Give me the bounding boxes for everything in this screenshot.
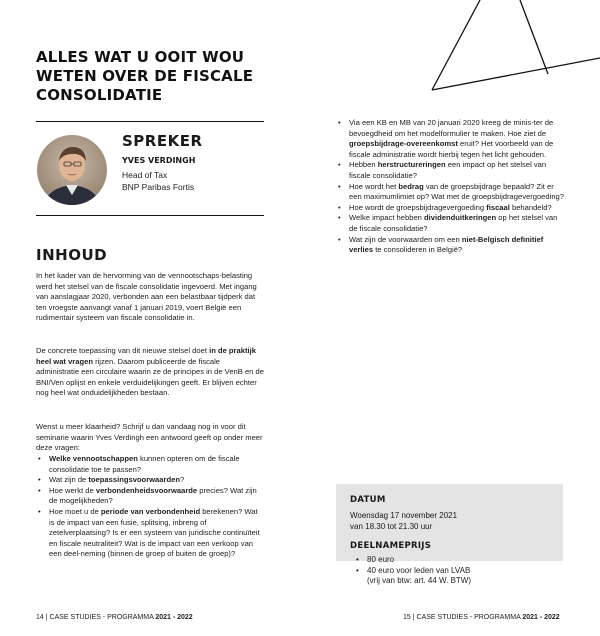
divider: [36, 215, 264, 216]
list-item: • 80 euro: [354, 555, 554, 566]
text-run: een impact op het stelsel van fiscale consolidatie?: [349, 160, 547, 180]
speaker-heading: SPREKER: [122, 132, 203, 150]
text-run-bold: dividenduitkeringen: [424, 213, 497, 223]
page-number: 14: [36, 614, 44, 621]
list-item: [336, 182, 566, 203]
text-run-bold: toepassingsvoorwaarden: [88, 475, 180, 485]
text-run-bold: groepsbijdrage-overeenkomst: [349, 139, 458, 149]
inhoud-paragraph-3: Wenst u meer klaarheid? Schrijf u dan vandaag nog in voor dit seminarie waarin Yves Verdingh een antwoord geeft op onder meer deze vragen:: [36, 422, 263, 453]
speaker-name: YVES VERDINGH: [122, 156, 196, 165]
question-list-right: [336, 118, 566, 256]
text-run-bold: herstructureringen: [377, 160, 446, 170]
text-run: Hoe werkt de: [49, 485, 96, 495]
prijs-heading: DEELNAMEPRIJS: [350, 541, 432, 551]
speaker-role: Head of Tax: [122, 170, 168, 180]
text-run: van de groepsbijdrage bepaald? Zit er een maximumlimiet op? Wat met de groepsbijdragevergoeding?: [349, 181, 564, 202]
footer-years: 2021 - 2022: [522, 614, 560, 621]
text-run-bold: in de praktijk heel wat vragen: [36, 346, 256, 366]
price-list: [354, 555, 554, 576]
inhoud-paragraph-2: [36, 346, 264, 399]
datum-date: Woensdag 17 november 2021: [350, 511, 458, 520]
question-list-left: [36, 454, 264, 560]
text-run: te consolideren in België?: [373, 245, 463, 255]
footer-right: 15 | CASE STUDIES - PROGRAMMA 2021 - 2022: [403, 614, 560, 621]
text-run: Hoe moet u de: [49, 506, 101, 516]
footer-label: CASE STUDIES - PROGRAMMA: [49, 614, 154, 621]
inhoud-paragraph-1: In het kader van de hervorming van de vennootschaps-belasting werd het stelsel van de fiscale consolidatie ingevoerd. Met ingang van aanslagjaar 2020, verbonden aan een belastbaar tijdperk dat ten vroegste aanvangt vanaf 1 januari 2019, voert België een rudimentair systeem van fiscale consolidatie in.: [36, 271, 257, 323]
list-item: [36, 486, 264, 507]
decorative-triangle: [420, 0, 600, 100]
list-item: • 40 euro voor leden van LVAB: [354, 566, 554, 577]
text-run-bold: bedrag: [398, 181, 424, 191]
list-item: [36, 507, 264, 560]
datum-heading: DATUM: [350, 495, 386, 505]
footer-left: 14 | CASE STUDIES - PROGRAMMA 2021 - 2022: [36, 614, 193, 621]
list-item: [36, 475, 264, 486]
footer-years: 2021 - 2022: [155, 614, 193, 621]
footer-label: CASE STUDIES - PROGRAMMA: [416, 614, 521, 621]
text-run: Via een KB en MB van 20 januari 2020 kreeg de minis-ter de bevoegdheid om het modelformulier te maken. Hoe ziet de: [349, 118, 554, 138]
text-run: kunnen opteren om de fiscale consolidatie toe te passen?: [49, 454, 240, 474]
text-run: Hoe wordt de groepsbijdragevergoeding: [349, 202, 487, 212]
page-title: ALLES WAT U OOIT WOU WETEN OVER DE FISCALE CONSOLIDATIE: [36, 48, 254, 104]
inhoud-heading: INHOUD: [36, 246, 108, 264]
text-run: precies? Wat zijn de mogelijkheden?: [49, 485, 257, 506]
price-note: (vrij van btw: art. 44 W. BTW): [367, 576, 472, 585]
text-run-bold: verbondenheidsvoorwaarde: [95, 485, 198, 495]
list-item: [336, 213, 566, 234]
list-item: [336, 235, 566, 256]
text-run-bold: periode van verbondenheid: [100, 506, 201, 516]
divider: [36, 121, 264, 122]
text-run-bold: fiscaal: [486, 202, 510, 212]
text-run-bold: niet-Belgisch definitief verlies: [349, 234, 544, 255]
text-run: rijzen. Daarom publiceerde de fiscale administratie een circulaire waarin ze de principes in de VenB en de BNI/Ven oplijst en enkele verduidelijkingen geeft. Er blijven echter nog heel wat onduidelijkheden bestaan.: [36, 356, 264, 398]
text-run: Hebben: [349, 160, 378, 170]
text-run: op het stelsel van de fiscale consolidatie?: [349, 213, 558, 233]
list-item: [336, 118, 566, 160]
text-run: eruit? Het voorbeeld van de fiscale administratie wordt hierbij tegen het licht gehouden.: [349, 139, 554, 159]
text-run: ?: [179, 475, 185, 485]
list-item: [336, 160, 566, 181]
page-number: 15: [403, 614, 411, 621]
text-run-bold: Welke vennootschappen: [49, 454, 138, 463]
speaker-company: BNP Paribas Fortis: [122, 182, 195, 192]
text-run: Wat zijn de voorwaarden om een: [349, 234, 462, 244]
datum-time: van 18.30 tot 21.30 uur: [350, 522, 433, 531]
list-item: [336, 203, 566, 214]
text-run: Welke impact hebben: [349, 213, 424, 223]
text-run: Wat zijn de: [49, 475, 89, 485]
text-run: behandeld?: [509, 202, 552, 212]
speaker-photo: [37, 135, 107, 205]
text-run: Hoe wordt het: [349, 181, 399, 191]
text-run: berekenen? Wat is de impact van een fusie, splitsing, inbreng of zetelverplaatsing? Is er een systeem van juridische continuïteit en fiscale neutraliteit? Wat is de impact van een verkoop van een deel-neming (binnen de groep of buiten de groep)?: [49, 506, 260, 559]
list-item: [36, 454, 264, 475]
text-run: De concrete toepassing van dit nieuwe stelsel doet: [36, 346, 210, 355]
